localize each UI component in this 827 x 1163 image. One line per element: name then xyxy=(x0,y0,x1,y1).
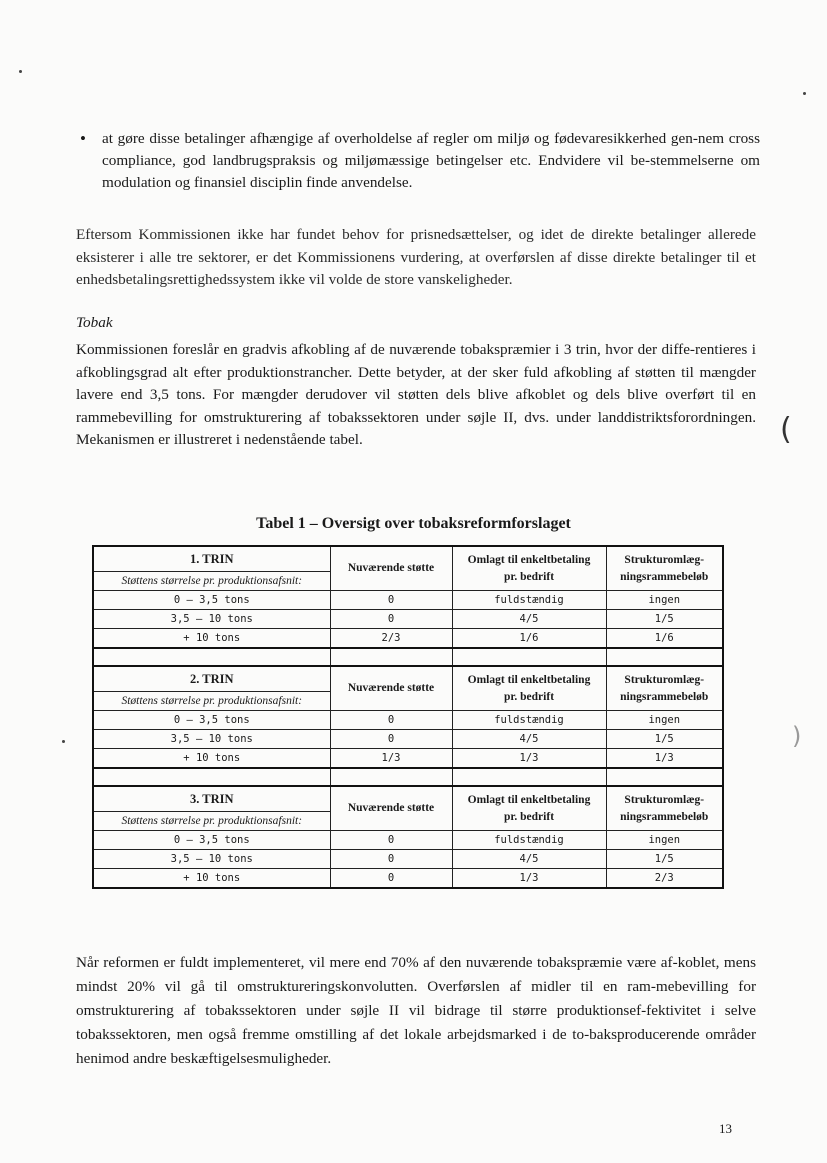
cell-current: 0 xyxy=(330,730,452,749)
cell-range: 0 – 3,5 tons xyxy=(93,711,330,730)
cell-range: 3,5 – 10 tons xyxy=(93,850,330,869)
cell-decoupled: fuldstændig xyxy=(452,831,606,850)
cell-range: 3,5 – 10 tons xyxy=(93,610,330,629)
cell-current: 0 xyxy=(330,831,452,850)
cell-decoupled: 1/6 xyxy=(452,629,606,649)
header-restructuring-line1: Strukturomlæg- xyxy=(624,553,705,566)
cell-current: 0 xyxy=(330,711,452,730)
table-title: Tabel 1 – Oversigt over tobaksreformforslaget xyxy=(256,515,571,532)
header-decoupled xyxy=(452,786,606,831)
paragraph-prices: Eftersom Kommissionen ikke har fundet behov for prisnedsættelser, og idet de direkte betalinger allerede eksisterer i alle tre sektorer, er det Kommissionens vurdering, at overførslen af disse direkte betalinger til et enhedsbetalingsrettighedssystem ikke vil volde de store vanskeligheder. xyxy=(76,226,756,288)
cell-decoupled: 4/5 xyxy=(452,850,606,869)
cell-restructuring: 1/5 xyxy=(606,610,723,629)
cell-range: + 10 tons xyxy=(93,869,330,889)
bullet-text: at gøre disse betalinger afhængige af overholdelse af regler om miljø og fødevaresikkerhed gen-nem cross compliance, god landbrugspraksis og miljømæssige betingelser etc. Endvidere vil be-stemmelserne om modulation og finansiel disciplin finde anvendelse. xyxy=(102,130,760,191)
table-row xyxy=(93,629,723,649)
cell-decoupled: 1/3 xyxy=(452,869,606,889)
scan-speck xyxy=(19,70,22,73)
header-decoupled-line2: pr. bedrift xyxy=(503,570,555,583)
trin-table-3 xyxy=(92,785,724,889)
table-spacer xyxy=(92,769,724,785)
table-row xyxy=(93,831,723,850)
binder-hole-mark: ( xyxy=(780,412,792,447)
size-label: Støttens størrelse pr. produktionsafsnit: xyxy=(93,572,330,591)
trin-table-1 xyxy=(92,545,724,649)
cell-current: 0 xyxy=(330,610,452,629)
trin-table-2 xyxy=(92,665,724,769)
cell-current: 1/3 xyxy=(330,749,452,769)
paragraph-tobak: Kommissionen foreslår en gradvis afkobling af de nuværende tobakspræmier i 3 trin, hvor der diffe-rentieres i afkoblingsgrad alt efter produktionstrancher. Dette betyder, at der sker fuld afkobling af støtten til mængder lavere end 3,5 tons. For mængder derudover vil støtten dels blive afkoblet og dels blive overført til en rammebevilling for omstrukturering af tobakssektoren under søjle II, dvs. under landdistriktsforordningen. Mekanismen er illustreret i nedenstående tabel. xyxy=(76,341,756,448)
table-row xyxy=(93,730,723,749)
header-current: Nuværende støtte xyxy=(330,546,452,591)
cell-current: 0 xyxy=(330,591,452,610)
table-row xyxy=(93,749,723,769)
paragraph-conclusion: Når reformen er fuldt implementeret, vil mere end 70% af den nuværende tobakspræmie være af-koblet, mens mindst 20% vil gå til omstruktureringskonvolutten. Overførslen af midler til en ram-mebevilling for omstrukturering af tobakssektoren under søjle II vil bidrage til større produktionsef-fektivitet i selve tobakssektoren, men også fremme omstilling af det lokale arbejdsmarked i de to-baksproducerende områder henimod andre beskæftigelsesmuligheder. xyxy=(76,954,756,1067)
bullet-item xyxy=(80,128,760,194)
size-label: Støttens størrelse pr. produktionsafsnit: xyxy=(93,692,330,711)
cell-restructuring: 1/3 xyxy=(606,749,723,769)
cell-range: + 10 tons xyxy=(93,749,330,769)
header-current: Nuværende støtte xyxy=(330,666,452,711)
page-number: 13 xyxy=(719,1121,732,1136)
cell-restructuring: 2/3 xyxy=(606,869,723,889)
header-restructuring xyxy=(606,786,723,831)
header-restructuring xyxy=(606,546,723,591)
header-decoupled-line1: Omlagt til enkeltbetaling xyxy=(467,553,591,566)
bullet-marker: • xyxy=(80,129,86,148)
header-decoupled xyxy=(452,666,606,711)
cell-decoupled: 4/5 xyxy=(452,730,606,749)
trin-title: 1. TRIN xyxy=(93,546,330,572)
header-decoupled-line1: Omlagt til enkeltbetaling xyxy=(467,673,591,686)
cell-decoupled: 1/3 xyxy=(452,749,606,769)
header-restructuring-line2: ningsrammebeløb xyxy=(620,810,709,823)
cell-restructuring: ingen xyxy=(606,831,723,850)
cell-restructuring: 1/5 xyxy=(606,730,723,749)
table-row xyxy=(93,591,723,610)
scan-speck xyxy=(803,92,806,95)
size-label: Støttens størrelse pr. produktionsafsnit: xyxy=(93,812,330,831)
trin-title: 2. TRIN xyxy=(93,666,330,692)
cell-range: 0 – 3,5 tons xyxy=(93,831,330,850)
cell-current: 0 xyxy=(330,850,452,869)
cell-range: 3,5 – 10 tons xyxy=(93,730,330,749)
trin-title: 3. TRIN xyxy=(93,786,330,812)
cell-current: 0 xyxy=(330,869,452,889)
binder-hole-mark: ) xyxy=(792,722,802,750)
scan-speck xyxy=(62,740,65,743)
cell-restructuring: ingen xyxy=(606,591,723,610)
cell-restructuring: 1/6 xyxy=(606,629,723,649)
cell-current: 2/3 xyxy=(330,629,452,649)
table-row xyxy=(93,869,723,889)
header-current: Nuværende støtte xyxy=(330,786,452,831)
header-restructuring xyxy=(606,666,723,711)
section-heading-tobak: Tobak xyxy=(76,314,113,331)
header-restructuring-line2: ningsrammebeløb xyxy=(620,690,709,703)
header-decoupled-line1: Omlagt til enkeltbetaling xyxy=(467,793,591,806)
cell-range: 0 – 3,5 tons xyxy=(93,591,330,610)
table-spacer xyxy=(92,649,724,665)
cell-decoupled: 4/5 xyxy=(452,610,606,629)
cell-decoupled: fuldstændig xyxy=(452,711,606,730)
header-restructuring-line2: ningsrammebeløb xyxy=(620,570,709,583)
header-decoupled-line2: pr. bedrift xyxy=(503,810,555,823)
cell-restructuring: ingen xyxy=(606,711,723,730)
header-restructuring-line1: Strukturomlæg- xyxy=(624,793,705,806)
header-decoupled xyxy=(452,546,606,591)
table-row xyxy=(93,610,723,629)
cell-range: + 10 tons xyxy=(93,629,330,649)
tobacco-reform-table xyxy=(92,545,728,889)
table-row xyxy=(93,850,723,869)
table-row xyxy=(93,711,723,730)
cell-decoupled: fuldstændig xyxy=(452,591,606,610)
header-decoupled-line2: pr. bedrift xyxy=(503,690,555,703)
cell-restructuring: 1/5 xyxy=(606,850,723,869)
header-restructuring-line1: Strukturomlæg- xyxy=(624,673,705,686)
